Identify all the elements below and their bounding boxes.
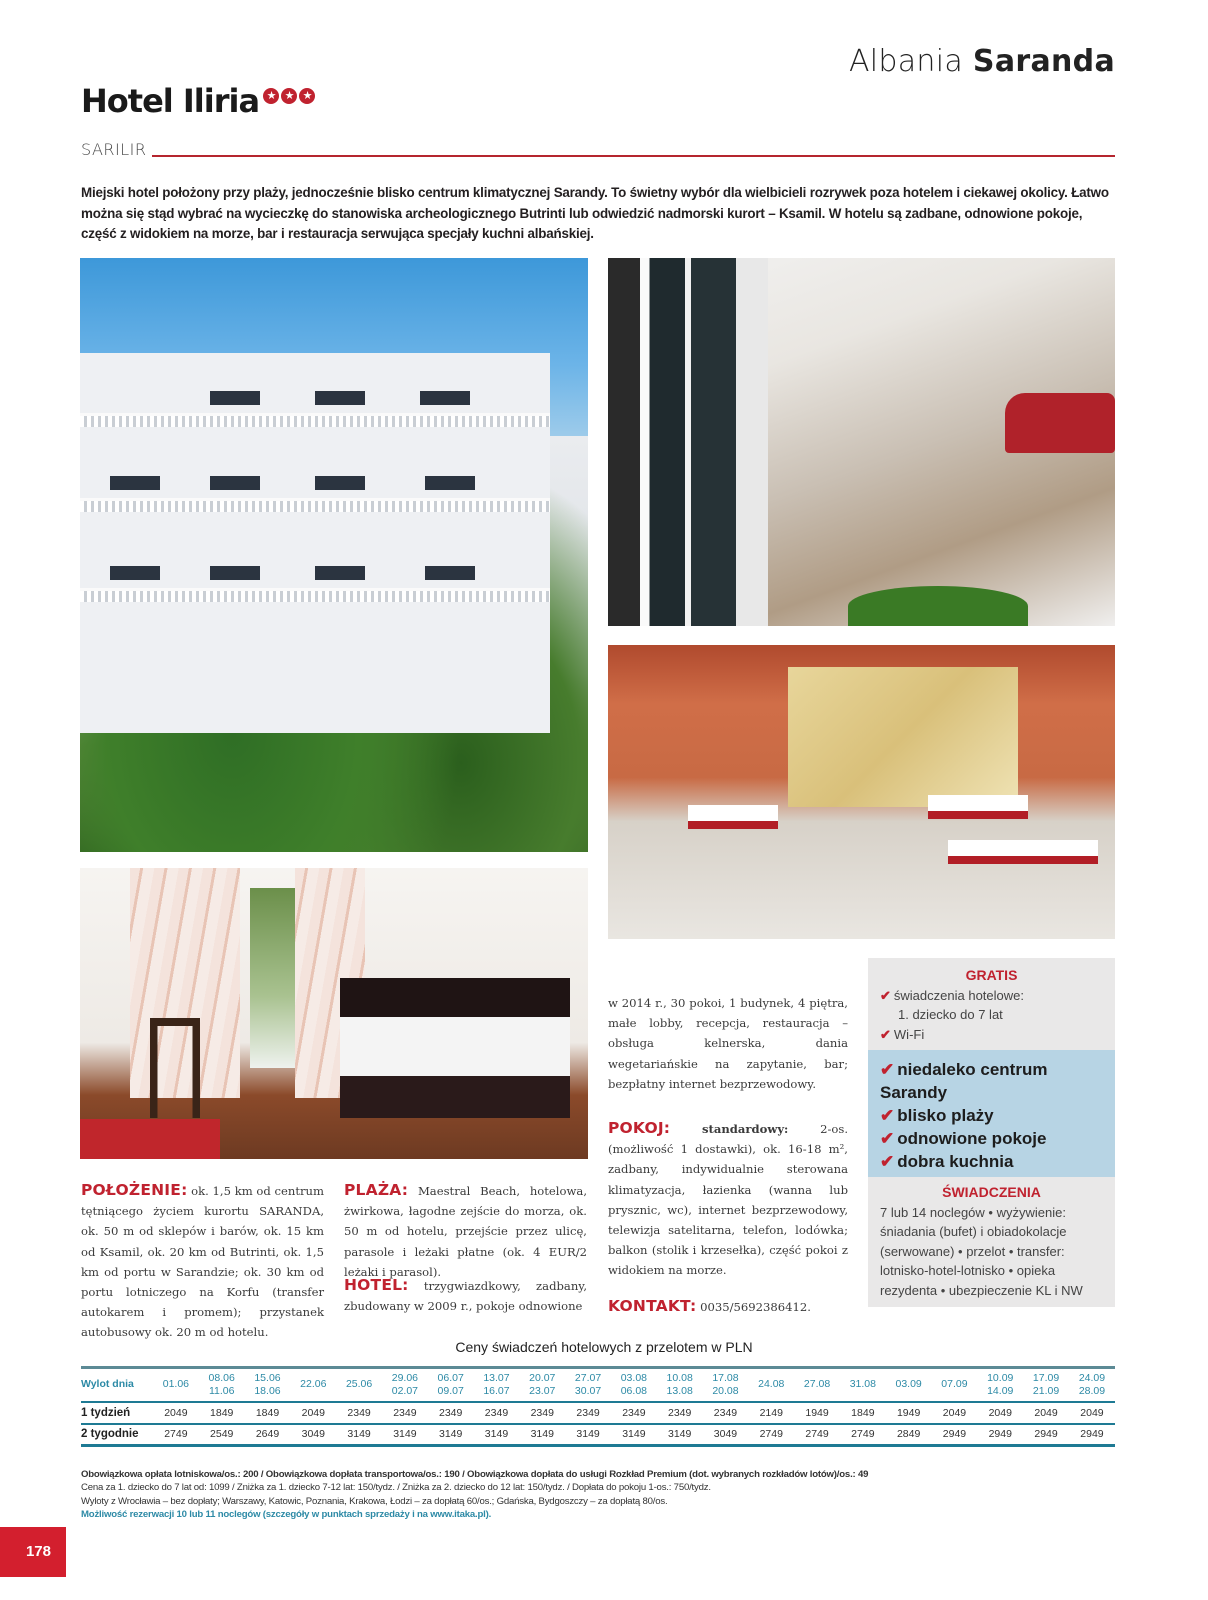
departure-date: 20.07 23.07 xyxy=(519,1368,565,1402)
price-cell: 1949 xyxy=(794,1402,840,1424)
star-icon: ★ xyxy=(281,88,297,104)
city-name: Saranda xyxy=(972,44,1115,79)
departure-date: 03.09 xyxy=(886,1368,932,1402)
hotel-text-a: trzygwiazdkowy, zadbany, zbudowany w 2009 r., pokoje odnowione xyxy=(344,1279,587,1314)
intro-paragraph: Miejski hotel położony przy plaży, jednocześnie blisko centrum klimatycznej Sarandy. To świetny wybór dla wielbicieli rozrywek poza hotelem i ciekawej okolicy. Łatwo można się stąd wybrać na wycieczkę do stanowiska archeologicznego Butrinti lub odwiedzić nadmorski kurort – Ksamil. W hotelu są zadbane, odnowione pokoje, część z widokiem na morze, bar i restauracja serwująca specjały kuchni albańskiej. xyxy=(81,185,1109,241)
section-pokoje xyxy=(608,1118,848,1281)
price-cell: 2049 xyxy=(153,1402,199,1424)
price-cell: 2349 xyxy=(703,1402,749,1424)
star-icon: ★ xyxy=(299,88,315,104)
polozenie-heading: POŁOŻENIE: xyxy=(81,1181,188,1199)
price-header-row xyxy=(81,1368,1115,1402)
pro-item: odnowione pokoje xyxy=(897,1129,1047,1148)
departure-date: 08.06 11.06 xyxy=(199,1368,245,1402)
departure-date: 17.09 21.09 xyxy=(1023,1368,1069,1402)
departure-date: 15.06 18.06 xyxy=(245,1368,291,1402)
gratis-item: 1. dziecko do 7 lat xyxy=(898,1007,1003,1022)
section-plaza xyxy=(344,1180,587,1282)
pokoje-type: standardowy: xyxy=(701,1122,789,1136)
departure-date: 07.09 xyxy=(932,1368,978,1402)
price-row xyxy=(81,1402,1115,1424)
swiadczenia-box xyxy=(868,1177,1115,1307)
price-cell: 2549 xyxy=(199,1424,245,1446)
country-name: Albania xyxy=(848,44,964,79)
price-table-title: Ceny świadczeń hotelowych z przelotem w PLN xyxy=(455,1339,753,1355)
price-cell: 2349 xyxy=(336,1402,382,1424)
price-cell: 3049 xyxy=(703,1424,749,1446)
price-cell: 2149 xyxy=(748,1402,794,1424)
reservation-note-link[interactable]: Możliwość rezerwacji 10 lub 11 noclegów (szczegóły w punktach sprzedaży i na www.itaka.pl). xyxy=(81,1509,492,1521)
departure-date: 10.09 14.09 xyxy=(977,1368,1023,1402)
price-cell: 3149 xyxy=(474,1424,520,1446)
price-cell: 2749 xyxy=(840,1424,886,1446)
price-cell: 2349 xyxy=(428,1402,474,1424)
price-cell: 2049 xyxy=(1023,1402,1069,1424)
section-hotel xyxy=(344,1275,587,1316)
polozenie-text: ok. 1,5 km od centrum tętniącego życiem kurortu SARANDA, ok. 50 m od sklepów i barów, ok. 15 km od Ksamil, ok. 20 km od Butrinti, ok. 1,5 km od portu w Sarandzie; ok. 30 km od portu lotniczego na Korfu (transfer autokarem i promem); przystanek autobusowy ok. 20 m od hotelu. xyxy=(81,1184,324,1340)
pro-item: dobra kuchnia xyxy=(897,1152,1014,1171)
departure-date: 13.07 16.07 xyxy=(474,1368,520,1402)
duration-label: 2 tygodnie xyxy=(81,1424,153,1446)
price-cell: 2349 xyxy=(565,1402,611,1424)
price-cell: 2849 xyxy=(886,1424,932,1446)
departure-date: 17.08 20.08 xyxy=(703,1368,749,1402)
price-cell: 2749 xyxy=(794,1424,840,1446)
restaurant-photo xyxy=(608,645,1115,939)
pros-box xyxy=(868,1050,1115,1177)
pokoje-heading: POKOJ: xyxy=(608,1119,671,1137)
price-cell: 1849 xyxy=(840,1402,886,1424)
kontakt-phone: 0035/5692386412. xyxy=(700,1300,811,1314)
location-code: SARILIR xyxy=(81,140,147,159)
pokoje-text: 2-os. (możliwość 1 dostawki), ok. 16-18 m², zadbany, indywidualnie sterowana klimatyzacja, łazienka (wanna lub prysznic, wc), internet bezprzewodowy, telewizja satelitarna, telefon, lodówka; balkon (stolik i krzesełka), część pokoi z widokiem na morze. xyxy=(608,1122,849,1278)
price-cell: 3149 xyxy=(382,1424,428,1446)
price-cell: 1849 xyxy=(245,1402,291,1424)
note-line: Obowiązkowa opłata lotniskowa/os.: 200 / Obowiązkowa dopłata transportowa/os.: 190 / Obowiązkowa dopłata do usługi Rozkład Premium (dot. wybranych rozkładów lotów)/os.: 49 xyxy=(81,1469,869,1480)
plaza-heading: PLAŻA: xyxy=(344,1181,409,1199)
check-icon: ✔ xyxy=(880,1060,895,1079)
check-icon: ✔ xyxy=(880,1152,895,1171)
hotel-building-photo xyxy=(80,258,588,852)
price-cell: 2649 xyxy=(245,1424,291,1446)
star-rating xyxy=(263,88,315,104)
check-icon: ✔ xyxy=(880,1026,891,1042)
star-icon: ★ xyxy=(263,88,279,104)
price-cell: 2349 xyxy=(657,1402,703,1424)
departure-date: 27.07 30.07 xyxy=(565,1368,611,1402)
swiadczenia-title: ŚWIADCZENIA xyxy=(942,1184,1041,1200)
pro-item: blisko plaży xyxy=(897,1106,994,1125)
header-divider xyxy=(152,155,1115,157)
price-cell: 2049 xyxy=(290,1402,336,1424)
price-cell: 2749 xyxy=(153,1424,199,1446)
hotel-heading: HOTEL: xyxy=(344,1276,409,1294)
price-cell: 2749 xyxy=(748,1424,794,1446)
price-cell: 2349 xyxy=(519,1402,565,1424)
gratis-item: świadczenia hotelowe: xyxy=(893,987,1024,1003)
section-kontakt xyxy=(608,1296,848,1317)
gratis-item: Wi-Fi xyxy=(893,1026,925,1042)
price-cell: 2049 xyxy=(1069,1402,1115,1424)
price-cell: 2949 xyxy=(1069,1424,1115,1446)
hotel-name: Hotel Iliria xyxy=(81,82,260,120)
departure-date: 03.08 06.08 xyxy=(611,1368,657,1402)
price-cell: 3149 xyxy=(428,1424,474,1446)
price-cell: 3149 xyxy=(519,1424,565,1446)
price-notes xyxy=(81,1468,1115,1522)
price-row xyxy=(81,1424,1115,1446)
price-cell: 2949 xyxy=(977,1424,1023,1446)
note-line: Cena za 1. dziecko do 7 lat od: 1099 / Zniżka za 1. dziecko 7-12 lat: 150/tydz. / Zniżka za 2. dziecko do 12 lat: 150/tydz. / Dopłata do pokoju 1-os.: 750/tydz. xyxy=(81,1482,711,1494)
price-cell: 1949 xyxy=(886,1402,932,1424)
check-icon: ✔ xyxy=(880,1129,895,1148)
departure-date: 24.09 28.09 xyxy=(1069,1368,1115,1402)
gratis-title: GRATIS xyxy=(965,967,1018,983)
departure-label: Wylot dnia xyxy=(81,1368,153,1402)
swiadczenia-text: 7 lub 14 noclegów • wyżywienie: śniadania (bufet) i obiadokolacje (serwowane) • przelot • transfer: lotnisko-hotel-lotnisko • opieka rezydenta • ubezpieczenie KL i NW xyxy=(880,1204,1083,1298)
departure-date: 01.06 xyxy=(153,1368,199,1402)
gratis-box xyxy=(868,958,1115,1050)
price-cell: 3149 xyxy=(657,1424,703,1446)
check-icon: ✔ xyxy=(880,1106,895,1125)
destination-title xyxy=(849,44,1115,79)
price-cell: 2049 xyxy=(977,1402,1023,1424)
price-cell: 2949 xyxy=(932,1424,978,1446)
section-hotel-continued: w 2014 r., 30 pokoi, 1 budynek, 4 piętra, małe lobby, recepcja, restauracja – obsługa kelnerska, dania wegetariańskie na zapytanie, bar; bezpłatny internet bezprzewodowy. xyxy=(608,996,848,1091)
hotel-title xyxy=(81,82,315,120)
price-cell: 2349 xyxy=(474,1402,520,1424)
departure-date: 25.06 xyxy=(336,1368,382,1402)
price-cell: 2349 xyxy=(611,1402,657,1424)
departure-date: 10.08 13.08 xyxy=(657,1368,703,1402)
price-cell: 3149 xyxy=(611,1424,657,1446)
price-cell: 3149 xyxy=(336,1424,382,1446)
price-cell: 2949 xyxy=(1023,1424,1069,1446)
check-icon: ✔ xyxy=(880,987,891,1003)
departure-date: 24.08 xyxy=(748,1368,794,1402)
price-table xyxy=(81,1366,1115,1447)
departure-date: 22.06 xyxy=(290,1368,336,1402)
terrace-photo xyxy=(608,258,1115,626)
price-cell: 3049 xyxy=(290,1424,336,1446)
departure-date: 29.06 02.07 xyxy=(382,1368,428,1402)
plaza-text: Maestral Beach, hotelowa, żwirkowa, łagodne zejście do morza, ok. 50 m od hotelu, przejście przez ulicę, parasole i leżaki płatne (ok. 4 EUR/2 leżaki i parasol). xyxy=(344,1184,588,1279)
kontakt-heading: KONTAKT: xyxy=(608,1297,697,1315)
pro-item: niedaleko centrum Sarandy xyxy=(880,1060,1048,1102)
section-polozenie xyxy=(81,1180,324,1343)
note-line: Wyloty z Wrocławia – bez dopłaty; Warszawy, Katowic, Poznania, Krakowa, Łodzi – za dopłatą 60/os.; Gdańska, Bydgoszczy – za dopłatą 80/os. xyxy=(81,1495,668,1507)
departure-date: 31.08 xyxy=(840,1368,886,1402)
departure-date: 06.07 09.07 xyxy=(428,1368,474,1402)
price-cell: 2349 xyxy=(382,1402,428,1424)
price-cell: 3149 xyxy=(565,1424,611,1446)
bedroom-photo xyxy=(80,868,588,1159)
price-cell: 2049 xyxy=(932,1402,978,1424)
departure-date: 27.08 xyxy=(794,1368,840,1402)
page-number: 178 xyxy=(0,1527,66,1577)
price-cell: 1849 xyxy=(199,1402,245,1424)
duration-label: 1 tydzień xyxy=(81,1402,153,1424)
